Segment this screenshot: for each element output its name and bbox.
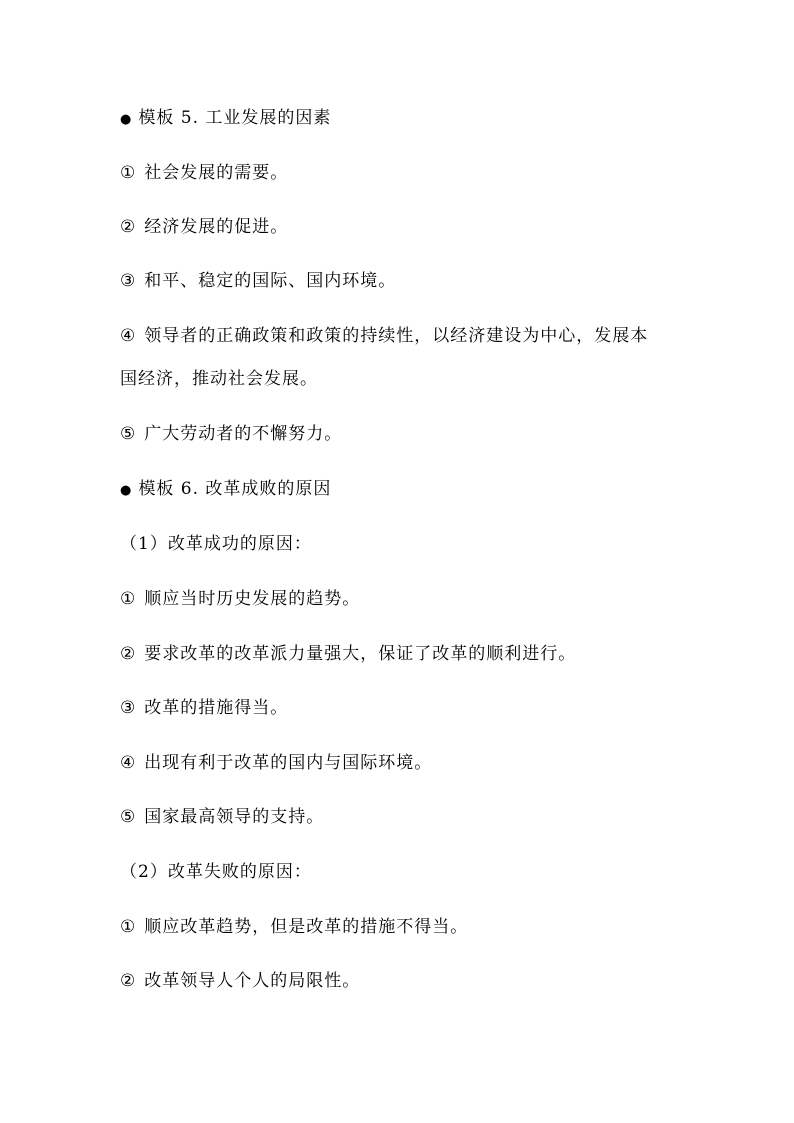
item-text: 出现有利于改革的国内与国际环境。 bbox=[144, 753, 433, 773]
subsection-label bbox=[120, 861, 312, 883]
list-item bbox=[120, 162, 288, 184]
subsection-label-text: （2）改革失败的原因： bbox=[120, 862, 312, 882]
item-text: 改革的措施得当。 bbox=[144, 698, 289, 718]
list-item bbox=[120, 752, 432, 774]
item-text: 广大劳动者的不懈努力。 bbox=[144, 424, 343, 444]
list-item bbox=[120, 806, 324, 828]
item-number: ③ bbox=[120, 271, 137, 291]
item-text: 顺应当时历史发展的趋势。 bbox=[144, 589, 361, 609]
section-heading-text: 模板 5. 工业发展的因素 bbox=[138, 108, 332, 128]
item-number: ④ bbox=[120, 753, 137, 773]
item-number: ① bbox=[120, 589, 137, 609]
item-text: 领导者的正确政策和政策的持续性，以经济建设为中心，发展本 bbox=[144, 326, 649, 346]
bullet-icon: ● bbox=[120, 483, 133, 498]
item-text: 经济发展的促进。 bbox=[144, 217, 289, 237]
list-item bbox=[120, 325, 648, 347]
section-heading-5 bbox=[120, 107, 331, 131]
list-item bbox=[120, 697, 288, 719]
item-number: ② bbox=[120, 644, 137, 664]
item-text: 国家最高领导的支持。 bbox=[144, 807, 325, 827]
item-number: ① bbox=[120, 163, 137, 183]
item-text: 社会发展的需要。 bbox=[144, 163, 289, 183]
item-text-continuation: 国经济，推动社会发展。 bbox=[120, 369, 318, 389]
item-number: ① bbox=[120, 917, 137, 937]
section-heading-6 bbox=[120, 478, 331, 502]
subsection-label bbox=[120, 533, 312, 555]
list-item bbox=[120, 643, 576, 665]
item-text: 和平、稳定的国际、国内环境。 bbox=[144, 271, 397, 291]
list-item bbox=[120, 970, 360, 992]
list-item-continuation bbox=[120, 368, 318, 390]
item-text: 改革领导人个人的局限性。 bbox=[144, 971, 361, 991]
item-number: ④ bbox=[120, 326, 137, 346]
item-number: ⑤ bbox=[120, 424, 137, 444]
item-number: ⑤ bbox=[120, 807, 137, 827]
bullet-icon: ● bbox=[120, 112, 133, 127]
list-item bbox=[120, 916, 468, 938]
list-item bbox=[120, 588, 360, 610]
item-number: ③ bbox=[120, 698, 137, 718]
section-heading-text: 模板 6. 改革成败的原因 bbox=[138, 479, 332, 499]
item-text: 顺应改革趋势，但是改革的措施不得当。 bbox=[144, 917, 469, 937]
item-number: ② bbox=[120, 971, 137, 991]
list-item bbox=[120, 423, 342, 445]
subsection-label-text: （1）改革成功的原因： bbox=[120, 534, 312, 554]
item-number: ② bbox=[120, 217, 137, 237]
list-item bbox=[120, 216, 288, 238]
list-item bbox=[120, 270, 396, 292]
item-text: 要求改革的改革派力量强大，保证了改革的顺利进行。 bbox=[144, 644, 577, 664]
